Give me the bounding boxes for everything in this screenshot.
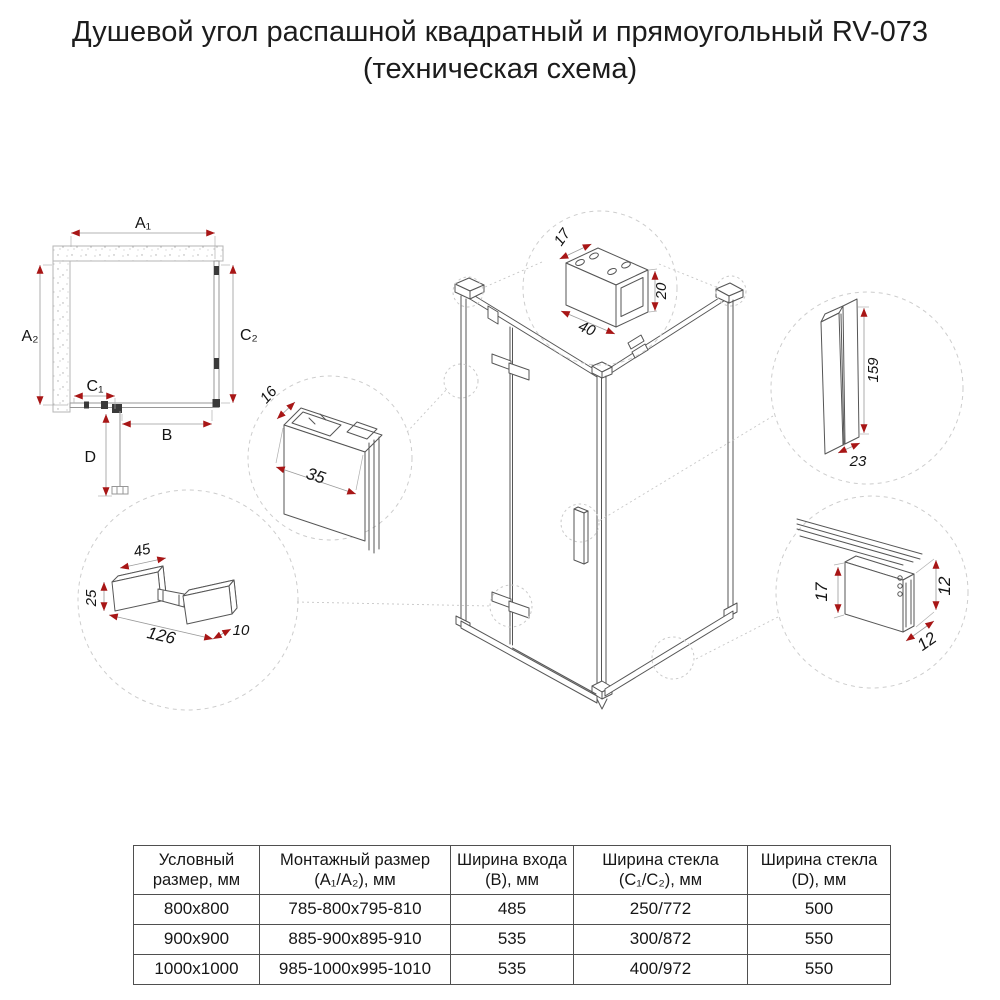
table-cell-2-4: 550 — [748, 955, 891, 985]
table-cell-0-3: 250/772 — [574, 895, 748, 925]
dim-profile-width: 35 — [303, 463, 328, 488]
isometric-view — [455, 278, 743, 709]
plan-dim-a2: A₂ — [21, 328, 39, 345]
table-header-row — [134, 846, 891, 895]
plan-dim-d: D — [84, 449, 96, 466]
table-header-1: Монтажный размер (A₁/A₂), мм — [260, 846, 451, 895]
table-row — [134, 955, 891, 985]
table-cell-2-3: 400/972 — [574, 955, 748, 985]
table-cell-1-4: 550 — [748, 925, 891, 955]
dim-handle-height: 159 — [865, 357, 882, 383]
plan-bottom-glass — [70, 403, 219, 408]
table-row — [134, 925, 891, 955]
detail-wall-profile — [257, 383, 382, 553]
table-cell-2-0: 1000x1000 — [134, 955, 260, 985]
detail-corner-bracket — [551, 225, 670, 340]
table-cell-0-2: 485 — [451, 895, 574, 925]
table-cell-1-3: 300/872 — [574, 925, 748, 955]
table-cell-1-0: 900x900 — [134, 925, 260, 955]
dim-bracket-depth: 17 — [550, 225, 575, 250]
dim-rail-height: 12 — [935, 576, 954, 596]
detail-bottom-rail — [797, 519, 954, 655]
plan-dim-a1: A₁ — [134, 215, 152, 232]
title-line-2: (техническая схема) — [362, 53, 638, 86]
door-handle — [574, 507, 588, 564]
table-cell-2-2: 535 — [451, 955, 574, 985]
table-header-3: Ширина стекла (C₁/C₂), мм — [574, 846, 748, 895]
plan-view — [22, 215, 258, 496]
size-table — [133, 845, 891, 985]
title-line-1: Душевой угол распашной квадратный и прямоугольный RV-073 — [71, 16, 929, 48]
table-cell-0-0: 800x800 — [134, 895, 260, 925]
plan-top-wall — [53, 246, 223, 261]
dim-bracket-length: 40 — [575, 317, 598, 340]
plan-dim-b: B — [161, 427, 173, 444]
dim-hinge-length: 126 — [145, 623, 178, 649]
dim-rail-inner-height: 17 — [812, 582, 831, 602]
table-cell-2-1: 985-1000x995-1010 — [260, 955, 451, 985]
dim-handle-depth: 23 — [849, 453, 867, 470]
detail-hinge — [83, 540, 250, 648]
table-cell-1-2: 535 — [451, 925, 574, 955]
callout-leaders — [78, 211, 968, 710]
table-row — [134, 895, 891, 925]
plan-dim-c2: C₂ — [240, 327, 258, 344]
plan-door-cap — [112, 487, 128, 495]
plan-left-wall — [53, 261, 70, 412]
plan-dim-c1: C₁ — [86, 378, 104, 395]
table-header-2: Ширина входа (B), мм — [451, 846, 574, 895]
table-header-4: Ширина стекла (D), мм — [748, 846, 891, 895]
dim-rail-depth: 12 — [913, 628, 941, 655]
dim-hinge-plate-width: 45 — [132, 540, 152, 561]
detail-handle — [821, 299, 882, 470]
table-cell-1-1: 885-900x895-910 — [260, 925, 451, 955]
table-header-0: Условный размер, мм — [134, 846, 260, 895]
dim-profile-depth: 16 — [256, 383, 281, 407]
dim-hinge-thickness: 10 — [232, 622, 250, 639]
dim-bracket-height: 20 — [653, 282, 670, 300]
table-cell-0-1: 785-800x795-810 — [260, 895, 451, 925]
dim-hinge-plate-height: 25 — [83, 589, 100, 607]
table-cell-0-4: 500 — [748, 895, 891, 925]
plan-right-glass — [214, 261, 219, 407]
